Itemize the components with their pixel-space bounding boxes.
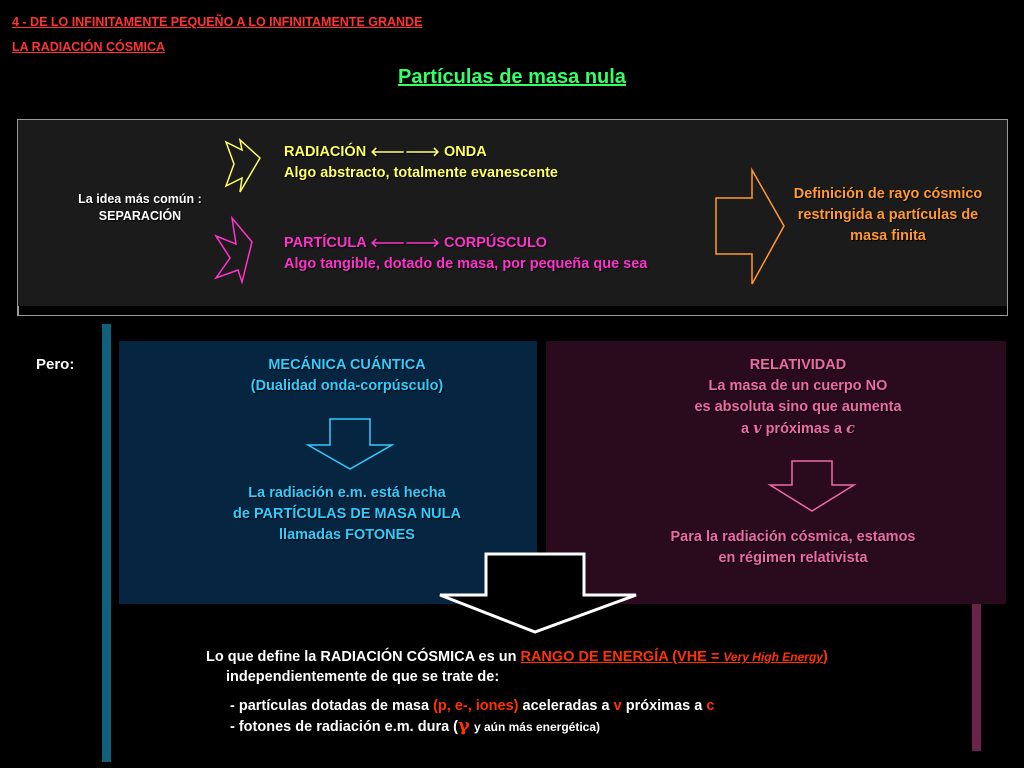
bullet-1-velocity-symbol: v	[613, 698, 622, 714]
left-vertical-bar	[102, 324, 111, 762]
big-right-arrow-icon	[714, 168, 786, 286]
velocity-symbol: v	[753, 420, 762, 437]
relativity-heading	[576, 355, 1020, 440]
bullet-2-b: y aún más energética)	[473, 720, 600, 734]
vhe-definition: Very High Energy	[723, 650, 823, 664]
pink-arrow-icon	[210, 214, 256, 286]
wave-label: ONDA	[443, 144, 487, 160]
quantum-result	[119, 483, 575, 546]
quantum-heading	[119, 355, 575, 397]
quantum-subtitle: (Dualidad onda-corpúsculo)	[250, 378, 444, 394]
energy-range-label: RANGO DE ENERGÍA (VHE =	[520, 649, 720, 665]
quantum-result-line-2: de PARTÍCULAS DE MASA NULA	[233, 506, 461, 522]
conclusion	[206, 647, 828, 737]
relativity-result-line-1: Para la radiación cósmica, estamos	[670, 529, 916, 545]
energy-range-highlight	[520, 649, 827, 665]
common-idea	[60, 191, 220, 225]
corpuscle-label: CORPÚSCULO	[443, 235, 548, 251]
double-arrow-icon: 🡐🡒	[370, 236, 440, 251]
radiation-description: Algo abstracto, totalmente evanescente	[284, 165, 558, 181]
gamma-symbol: γ	[458, 715, 470, 736]
quantum-result-line-3: llamadas FOTONES	[279, 527, 415, 543]
relativity-result	[576, 527, 1010, 569]
big-down-arrow-icon	[436, 551, 640, 635]
radiation-label: RADIACIÓN	[284, 144, 367, 160]
bullet-1-light-symbol: c	[706, 698, 715, 714]
relativity-line-3-b: próximas a	[765, 421, 843, 437]
pero-label: Pero:	[36, 356, 75, 373]
relativity-line-2: es absoluta sino que aumenta	[694, 399, 902, 415]
relativity-result-line-2: en régimen relativista	[718, 550, 868, 566]
common-idea-line-2: SEPARACIÓN	[98, 209, 182, 223]
relativity-line-1: La masa de un cuerpo NO	[708, 378, 888, 394]
radiation-block	[284, 142, 558, 184]
quantum-result-line-1: La radiación e.m. está hecha	[248, 485, 446, 501]
light-speed-symbol: c	[846, 420, 856, 437]
double-arrow-icon: 🡐🡒	[370, 145, 440, 160]
quantum-title: MECÁNICA CUÁNTICA	[268, 357, 426, 373]
conclusion-bullet-2	[206, 716, 828, 737]
bullet-1-a: - partículas dotadas de masa	[230, 698, 430, 714]
relativity-title: RELATIVIDAD	[749, 357, 847, 373]
conclusion-line-1	[206, 647, 828, 667]
particle-title	[284, 233, 647, 254]
particle-block	[284, 233, 647, 275]
bullet-1-particles: (p, e-, iones)	[433, 698, 519, 714]
conclusion-line-2: independientemente de que se trate de:	[226, 669, 500, 685]
conclusion-line-1-a: Lo que define la RADIACIÓN CÓSMICA es un	[206, 649, 517, 665]
bullet-1-c: aceleradas a	[522, 698, 610, 714]
cosmic-ray-definition: Definición de rayo cósmico restringida a partículas de masa finita	[793, 186, 983, 244]
conclusion-bullet-1	[206, 696, 828, 716]
common-idea-line-1: La idea más común :	[78, 192, 202, 206]
bullet-2-a: - fotones de radiación e.m. dura (	[230, 719, 459, 735]
particle-description: Algo tangible, dotado de masa, por pequeña que sea	[284, 256, 648, 272]
header-line-1: 4 - DE LO INFINITAMENTE PEQUEÑO A LO INFINITAMENTE GRANDE	[12, 15, 423, 29]
yellow-arrow-icon	[216, 136, 262, 196]
quantum-down-arrow-icon	[306, 417, 394, 471]
bullet-1-d: próximas a	[625, 698, 703, 714]
page-title: Partículas de masa nula	[398, 66, 626, 88]
top-panel-footer-strip	[18, 306, 1008, 316]
radiation-title	[284, 142, 558, 163]
relativity-line-3	[576, 418, 1020, 440]
relativity-line-3-a: a	[740, 421, 750, 437]
particle-label: PARTÍCULA	[284, 235, 367, 251]
relativity-down-arrow-icon	[768, 459, 856, 513]
header-line-2: LA RADIACIÓN CÓSMICA	[12, 40, 166, 54]
energy-range-close: )	[822, 649, 828, 665]
